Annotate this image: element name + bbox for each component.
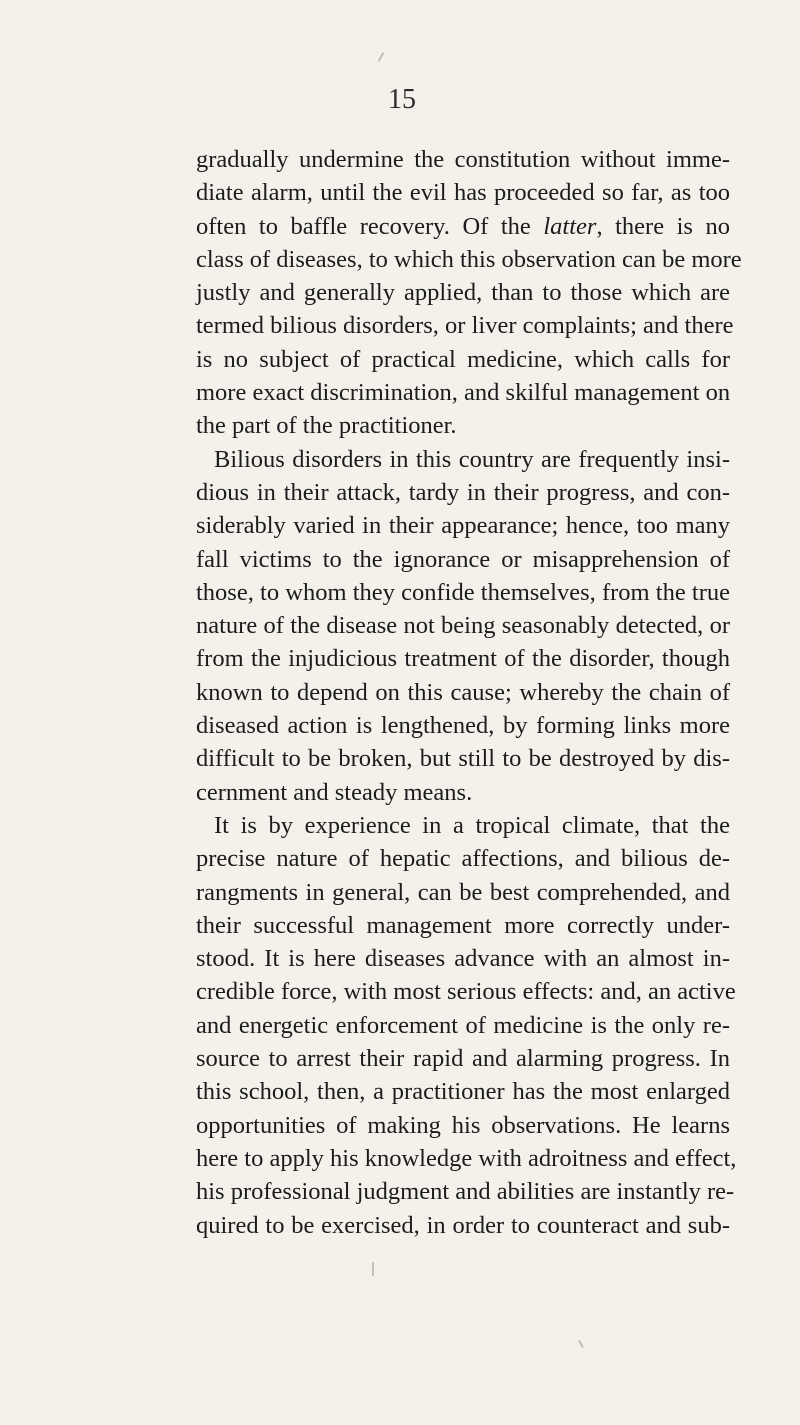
text-line: credible force, with most serious effects: and, an active [196, 978, 736, 1006]
text-line: is no subject of practical medicine, which calls for [196, 345, 730, 373]
text-line: stood. It is here diseases advance with an almost in- [196, 945, 730, 973]
text-line: Bilious disorders in this country are frequently insi- [214, 445, 730, 473]
text-line: those, to whom they confide themselves, from the true [196, 578, 730, 606]
text-line: more exact discrimination, and skilful management on [196, 379, 731, 407]
text-line: It is by experience in a tropical climate, that the [214, 811, 730, 839]
text-line: siderably varied in their appearance; hence, too many [196, 512, 730, 540]
text-line: and energetic enforcement of medicine is the only re- [196, 1011, 730, 1039]
text-line: rangments in general, can be best comprehended, and [196, 878, 730, 906]
text-line: here to apply his knowledge with adroitness and effect, [196, 1144, 737, 1172]
paper-speck [578, 1340, 584, 1348]
text-line: class of diseases, to which this observation can be more [196, 245, 742, 273]
body-text [196, 143, 742, 1242]
text-line: dious in their attack, tardy in their progress, and con- [196, 478, 730, 506]
text-line: source to arrest their rapid and alarming progress. In [196, 1045, 730, 1073]
text-line: often to baffle recovery. Of the latter, there is no [196, 212, 730, 240]
text-line: his professional judgment and abilities are instantly re- [196, 1178, 735, 1206]
text-line: diate alarm, until the evil has proceeded so far, as too [196, 179, 730, 207]
text-line: gradually undermine the constitution without imme- [196, 146, 730, 173]
text-line: termed bilious disorders, or liver complaints; and there [196, 312, 734, 340]
text-line: from the injudicious treatment of the disorder, though [196, 645, 730, 673]
text-line: difficult to be broken, but still to be destroyed by dis- [196, 745, 730, 773]
text-line: cernment and steady means. [196, 778, 473, 806]
text-line: this school, then, a practitioner has the most enlarged [196, 1078, 730, 1106]
text-line: their successful management more correctly under- [196, 911, 730, 939]
text-line: the part of the practitioner. [196, 412, 457, 440]
paper-speck [378, 52, 385, 62]
text-line: precise nature of hepatic affections, and bilious de- [196, 845, 730, 873]
page-number: 15 [388, 84, 416, 115]
text-line: justly and generally applied, than to those which are [196, 279, 730, 307]
text-line: quired to be exercised, in order to counteract and sub- [196, 1211, 730, 1239]
text-line: known to depend on this cause; whereby the chain of [196, 678, 730, 706]
text-line: fall victims to the ignorance or misapprehension of [196, 545, 730, 573]
text-line: nature of the disease not being seasonably detected, or [196, 612, 730, 640]
text-line: opportunities of making his observations. He learns [196, 1111, 730, 1139]
paper-speck [372, 1262, 374, 1276]
text-line: diseased action is lengthened, by forming links more [196, 712, 730, 740]
